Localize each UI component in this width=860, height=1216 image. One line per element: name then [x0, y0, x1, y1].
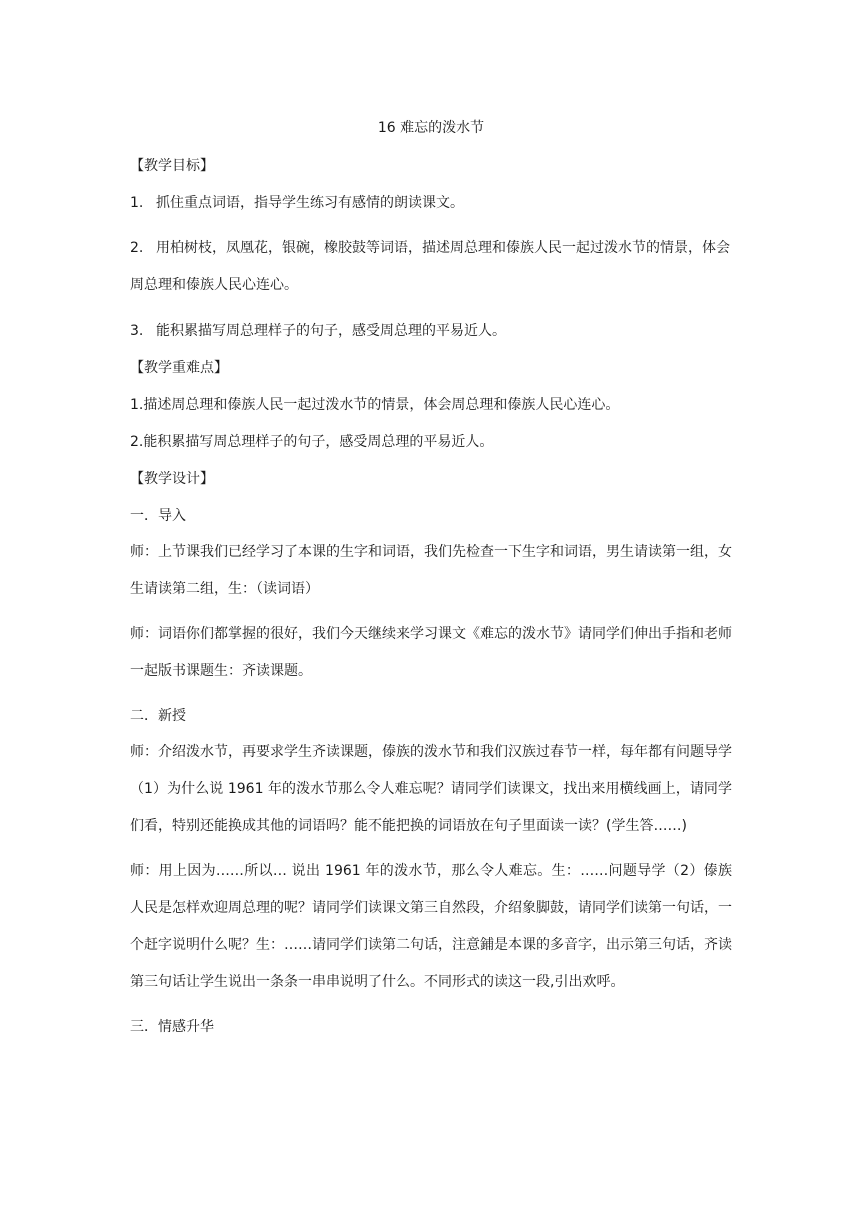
objective-number: 2. — [130, 240, 144, 256]
objective-text: 能积累描写周总理样子的句子，感受周总理的平易近人。 — [156, 323, 506, 339]
key-points-heading: 【教学重难点】 — [130, 360, 228, 376]
objective-text: 抓住重点词语，指导学生练习有感情的朗读课文。 — [156, 195, 464, 211]
document-body — [130, 118, 732, 1054]
design-heading: 【教学设计】 — [130, 471, 214, 487]
part2-heading: 二．新授 — [130, 708, 186, 724]
part1-paragraph-2: 师：词语你们都掌握的很好，我们今天继续来学习课文《难忘的泼水节》请同学们伸出手指和老师一起版书课题生：齐读课题。 — [130, 626, 732, 679]
objective-item-3 — [130, 321, 732, 341]
part2-paragraph-2: 师：用上因为……所以… 说出 1961 年的泼水节，那么令人难忘。生：……问题导学（2）傣族人民是怎样欢迎周总理的呢？请同学们读课文第三自然段，介绍象脚鼓，请同学们读第一句话，一个赶字说明什么呢？生：……请同学们读第二句话，注意鋪是本课的多音字，出示第三句话，齐读第三句话让学生说出一条条一串串说明了什么。不同形式的读这一段,引出欢呼。 — [130, 863, 732, 990]
page-title: 16 难忘的泼水节 — [377, 120, 485, 136]
part1-paragraph-1: 师：上节课我们已经学习了本课的生字和词语，我们先检查一下生字和词语，男生请读第一组，女生请读第二组，生：（读词语） — [130, 544, 732, 597]
objective-item-1 — [130, 193, 732, 213]
objective-number: 1. — [130, 195, 144, 211]
part1-heading: 一．导入 — [130, 508, 186, 524]
part3-heading: 三．情感升华 — [130, 1019, 214, 1035]
objectives-heading: 【教学目标】 — [130, 158, 214, 174]
key-point-item-1: 1.描述周总理和傣族人民一起过泼水节的情景，体会周总理和傣族人民心连心。 — [130, 397, 620, 413]
objective-number: 3. — [130, 323, 144, 339]
objective-item-2 — [130, 230, 732, 304]
part2-paragraph-1: 师：介绍泼水节，再要求学生齐读课题，傣族的泼水节和我们汉族过春节一样，每年都有问题导学（1）为什么说 1961 年的泼水节那么令人难忘呢？请同学们读课文，找出来用横线画上，请同学们看，特别还能换成其他的词语吗？能不能把换的词语放在句子里面读一读？(学生答……) — [130, 744, 732, 834]
objective-text: 用柏树枝，凤凰花，银碗，橡胶鼓等词语，描述周总理和傣族人民一起过泼水节的情景，体会周总理和傣族人民心连心。 — [130, 240, 730, 293]
key-point-item-2: 2.能积累描写周总理样子的句子，感受周总理的平易近人。 — [130, 434, 494, 450]
